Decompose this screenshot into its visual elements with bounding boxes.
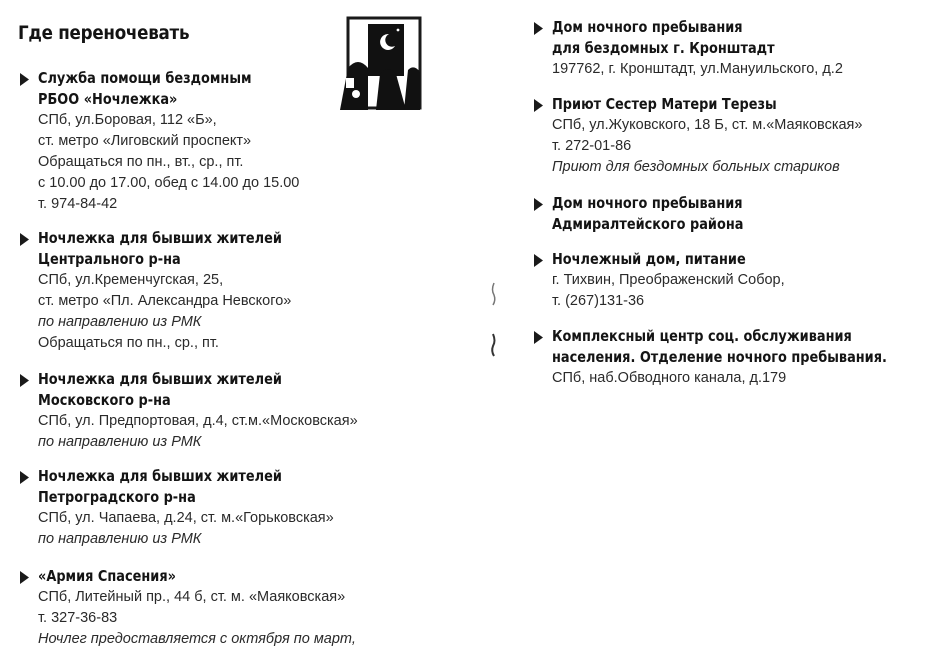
entry-detail: т. 974-84-42 — [38, 196, 118, 212]
list-item — [0, 68, 470, 215]
bullet-icon — [534, 198, 543, 211]
entry-title: Московского р-на — [38, 391, 171, 409]
bullet-icon — [20, 471, 29, 484]
entry-detail: по направлению из РМК — [38, 531, 202, 547]
entry-detail: с 10.00 до 17.00, обед с 14.00 до 15.00 — [38, 175, 300, 191]
list-item — [520, 94, 926, 178]
entry-title: населения. Отделение ночного пребывания. — [552, 348, 887, 366]
bullet-icon — [20, 233, 29, 246]
bullet-icon — [534, 254, 543, 267]
entry-detail: Обращаться по пн., ср., пт. — [38, 335, 219, 351]
entry-title: Петроградского р-на — [38, 488, 196, 506]
list-item — [520, 326, 926, 389]
entry-detail: т. 327-36-83 — [38, 610, 118, 626]
entry-detail: СПб, ул.Кременчугская, 25, — [38, 272, 224, 288]
bullet-icon — [534, 331, 543, 344]
entry-title: Ночлежка для бывших жителей — [38, 229, 282, 247]
entry-title: для бездомных г. Кронштадт — [552, 39, 775, 57]
entry-detail: г. Тихвин, Преображенский Собор, — [552, 272, 785, 288]
entry-title: Ночлежный дом, питание — [552, 250, 746, 268]
entry-title: Служба помощи бездомным — [38, 69, 252, 87]
entry-title: Дом ночного пребывания — [552, 18, 743, 36]
list-item — [520, 17, 926, 80]
bullet-icon — [534, 22, 543, 35]
entry-detail: по направлению из РМК — [38, 314, 202, 330]
entry-detail: Обращаться по пн., вт., ср., пт. — [38, 154, 244, 170]
bullet-icon — [20, 571, 29, 584]
bullet-icon — [20, 73, 29, 86]
list-item — [0, 566, 470, 650]
entry-title: Ночлежка для бывших жителей — [38, 370, 282, 388]
entry-title: «Армия Спасения» — [38, 567, 176, 585]
entry-detail: СПб, ул. Чапаева, д.24, ст. м.«Горьковская» — [38, 510, 334, 526]
bullet-icon — [534, 99, 543, 112]
entry-detail: СПб, ул.Жуковского, 18 Б, ст. м.«Маяковская» — [552, 117, 863, 133]
list-item — [520, 193, 926, 235]
entry-title: РБОО «Ночлежка» — [38, 90, 178, 108]
scan-mark — [489, 282, 499, 306]
entry-detail: ст. метро «Лиговский проспект» — [38, 133, 252, 149]
page-title: Где переночевать — [18, 22, 190, 44]
entry-detail: 197762, г. Кронштадт, ул.Мануильского, д.2 — [552, 61, 843, 77]
list-item — [0, 369, 470, 453]
entry-detail: СПб, ул.Боровая, 112 «Б», — [38, 112, 217, 128]
entry-detail: СПб, наб.Обводного канала, д.179 — [552, 370, 787, 386]
list-item — [0, 228, 470, 354]
entry-title: Комплексный центр соц. обслуживания — [552, 327, 852, 345]
entry-title: Адмиралтейского района — [552, 215, 744, 233]
entry-detail: Приют для бездомных больных стариков — [552, 159, 840, 175]
entry-title: Приют Сестер Матери Терезы — [552, 95, 777, 113]
entry-title: Дом ночного пребывания — [552, 194, 743, 212]
entry-detail: т. (267)131-36 — [552, 293, 645, 309]
entry-detail: т. 272-01-86 — [552, 138, 632, 154]
entry-detail: СПб, ул. Предпортовая, д.4, ст.м.«Московская» — [38, 413, 358, 429]
bullet-icon — [20, 374, 29, 387]
entry-detail: Ночлег предоставляется с октября по март, — [38, 631, 356, 647]
entry-detail: СПб, Литейный пр., 44 б, ст. м. «Маяковская» — [38, 589, 346, 605]
list-item — [0, 466, 470, 550]
entry-title: Центрального р-на — [38, 250, 181, 268]
entry-detail: по направлению из РМК — [38, 434, 202, 450]
entry-title: Ночлежка для бывших жителей — [38, 467, 282, 485]
entry-detail: ст. метро «Пл. Александра Невского» — [38, 293, 292, 309]
scan-mark — [489, 333, 499, 357]
list-item — [520, 249, 926, 312]
